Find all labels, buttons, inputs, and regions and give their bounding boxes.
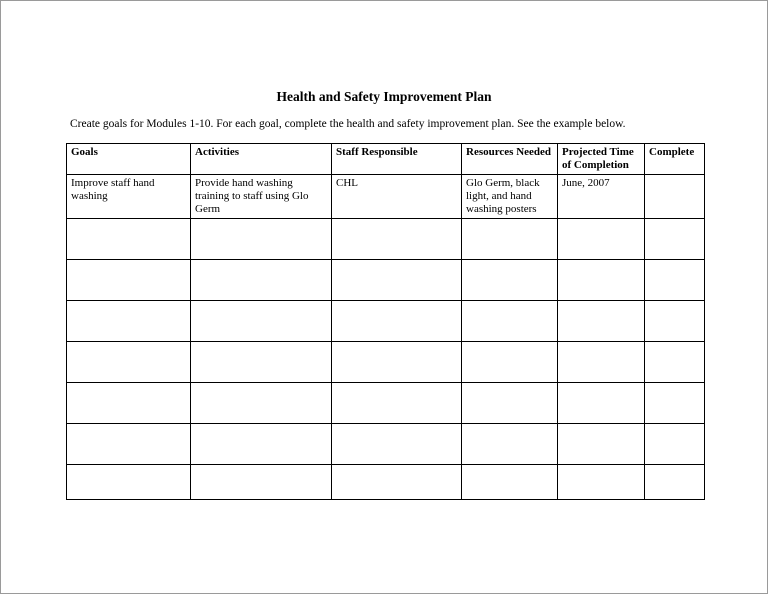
- blank-cell[interactable]: [558, 424, 645, 465]
- blank-cell[interactable]: [645, 424, 705, 465]
- table-row: [67, 219, 705, 260]
- blank-cell[interactable]: [191, 219, 332, 260]
- blank-cell[interactable]: [67, 465, 191, 500]
- blank-cell[interactable]: [332, 301, 462, 342]
- header-complete: Complete: [645, 144, 705, 175]
- header-resources-needed: Resources Needed: [462, 144, 558, 175]
- blank-cell[interactable]: [645, 260, 705, 301]
- blank-cell[interactable]: [67, 219, 191, 260]
- blank-cell[interactable]: [462, 301, 558, 342]
- table-header-row: [67, 144, 705, 175]
- page-title: Health and Safety Improvement Plan: [276, 89, 492, 104]
- blank-cell[interactable]: [332, 465, 462, 500]
- improvement-plan-table: [66, 143, 705, 500]
- cell-projected-time: June, 2007: [558, 175, 645, 219]
- cell-resources-needed: Glo Germ, black light, and hand washing posters: [462, 175, 558, 219]
- blank-cell[interactable]: [558, 301, 645, 342]
- blank-cell[interactable]: [191, 260, 332, 301]
- header-staff-responsible: Staff Responsible: [332, 144, 462, 175]
- blank-cell[interactable]: [462, 465, 558, 500]
- cell-complete: [645, 175, 705, 219]
- blank-cell[interactable]: [191, 342, 332, 383]
- blank-cell[interactable]: [332, 383, 462, 424]
- blank-cell[interactable]: [332, 424, 462, 465]
- blank-cell[interactable]: [332, 342, 462, 383]
- table-row: [67, 301, 705, 342]
- blank-cell[interactable]: [558, 383, 645, 424]
- blank-cell[interactable]: [332, 260, 462, 301]
- instructions-text: Create goals for Modules 1-10. For each goal, complete the health and safety improvement plan. See the example below.: [70, 118, 626, 130]
- header-goals: Goals: [67, 144, 191, 175]
- cell-staff-responsible: CHL: [332, 175, 462, 219]
- table-row: [67, 424, 705, 465]
- cell-activities: Provide hand washing training to staff using Glo Germ: [191, 175, 332, 219]
- blank-cell[interactable]: [645, 219, 705, 260]
- blank-cell[interactable]: [332, 219, 462, 260]
- blank-cell[interactable]: [645, 465, 705, 500]
- table-row: [67, 260, 705, 301]
- blank-cell[interactable]: [462, 424, 558, 465]
- cell-goals: Improve staff hand washing: [67, 175, 191, 219]
- blank-cell[interactable]: [558, 219, 645, 260]
- header-projected-time: Projected Time of Completion: [558, 144, 645, 175]
- blank-cell[interactable]: [558, 342, 645, 383]
- table-row: [67, 383, 705, 424]
- blank-cell[interactable]: [462, 342, 558, 383]
- blank-cell[interactable]: [558, 260, 645, 301]
- blank-cell[interactable]: [462, 260, 558, 301]
- blank-cell[interactable]: [191, 465, 332, 500]
- table-row: [67, 175, 705, 219]
- blank-cell[interactable]: [67, 424, 191, 465]
- blank-cell[interactable]: [67, 383, 191, 424]
- blank-cell[interactable]: [67, 301, 191, 342]
- blank-cell[interactable]: [191, 383, 332, 424]
- blank-cell[interactable]: [645, 383, 705, 424]
- table-row: [67, 342, 705, 383]
- table-row: [67, 465, 705, 500]
- blank-cell[interactable]: [462, 383, 558, 424]
- blank-cell[interactable]: [558, 465, 645, 500]
- blank-cell[interactable]: [67, 260, 191, 301]
- blank-cell[interactable]: [191, 424, 332, 465]
- blank-cell[interactable]: [191, 301, 332, 342]
- blank-cell[interactable]: [645, 342, 705, 383]
- blank-cell[interactable]: [462, 219, 558, 260]
- header-activities: Activities: [191, 144, 332, 175]
- blank-cell[interactable]: [67, 342, 191, 383]
- blank-cell[interactable]: [645, 301, 705, 342]
